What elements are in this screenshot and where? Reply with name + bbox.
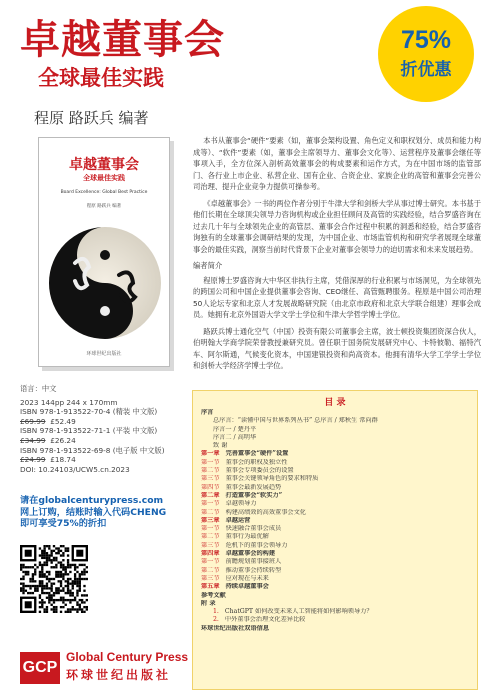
- toc-item-text: 董事会的职权及独立性: [225, 458, 288, 466]
- toc-item-number: 第二节: [201, 467, 220, 475]
- book-cover-title: 卓越董事会: [69, 157, 139, 173]
- toc-item-number: 第二节: [201, 508, 220, 516]
- discount-percent: 75%: [400, 26, 452, 54]
- publisher-name-chinese: 环球世纪出版社: [66, 668, 172, 682]
- doi-line: DOI: 10.24103/UCW5.cn.2023: [20, 464, 130, 474]
- promo-url-link[interactable]: 请在globalcenturypress.com: [20, 495, 164, 506]
- yin-yang-art-icon: [45, 223, 165, 343]
- toc-item-text: 致 谢: [213, 442, 228, 450]
- toc-item: [201, 525, 473, 533]
- toc-item: [201, 442, 473, 450]
- new-price: £18.74: [50, 455, 76, 465]
- toc-item-number: 第一章: [201, 450, 220, 458]
- toc-item-text: 卓越领导力: [225, 500, 257, 508]
- toc-item: [201, 450, 473, 458]
- toc-item-text: 序言二 / 高明华: [213, 433, 257, 441]
- toc-item-number: 第三节: [201, 475, 220, 483]
- toc-item-text: 总序言：“读懂中国与世界系列丛书” 总序言 / 郑秋生 常向群: [213, 417, 378, 425]
- toc-item: [201, 558, 473, 566]
- discount-badge: [378, 6, 474, 102]
- toc-item-text: 董事行为最优解: [225, 533, 269, 541]
- format-line: 2023 144pp 244 x 170mm: [20, 397, 118, 407]
- toc-item-number: 第一节: [201, 500, 220, 508]
- toc-item-number: 第三章: [201, 516, 220, 524]
- book-info: [20, 384, 180, 474]
- toc-title: 目 录: [324, 398, 346, 408]
- toc-item-text: 附 录: [201, 599, 216, 607]
- toc-item: [201, 409, 473, 417]
- toc-item-text: 应对现在与未来: [225, 574, 269, 582]
- toc-item-number: 第二节: [201, 533, 220, 541]
- toc-item-text: 快速融合董事会成员: [225, 525, 282, 533]
- toc-item-text: 董事会关键领导角色的要求和特质: [225, 475, 319, 483]
- toc-item: [201, 467, 473, 475]
- toc-item-number: 第三节: [201, 574, 220, 582]
- toc-item: [201, 434, 473, 442]
- toc-item-number: 第一节: [201, 458, 220, 466]
- toc-item: [201, 533, 473, 541]
- new-price: £52.49: [50, 416, 76, 426]
- new-price: £26.24: [50, 435, 76, 445]
- toc-item-number: 第二节: [201, 566, 220, 574]
- toc-item: [201, 417, 473, 425]
- publisher-logo-mark: GCP: [20, 652, 60, 684]
- publisher-name-english: Global Century Press: [66, 650, 189, 664]
- toc-item: [201, 608, 473, 616]
- toc-item-text: 董事会专项委员会的设置: [225, 467, 294, 475]
- toc-item: [201, 550, 473, 558]
- toc-item: [201, 583, 473, 591]
- toc-item-number: 第五章: [201, 583, 220, 591]
- book-cover-authors: 程原 路跃兵 编著: [86, 204, 122, 209]
- toc-item: [201, 500, 473, 508]
- qr-code-icon[interactable]: [20, 545, 88, 613]
- toc-item-number: 第三节: [201, 541, 220, 549]
- toc-item: [201, 492, 473, 500]
- table-of-contents: [192, 390, 478, 690]
- toc-item-text: 推动董事会持续转型: [225, 566, 282, 574]
- toc-item: [201, 625, 473, 633]
- toc-item-number: 第二章: [201, 491, 220, 499]
- toc-item-text: 序言一 / 楚丹平: [213, 425, 257, 433]
- toc-item: [201, 567, 473, 575]
- isbn-line: ISBN 978-1-913522-69-8 (电子版 中文版): [20, 445, 165, 455]
- toc-item: [201, 517, 473, 525]
- old-price: £69.99: [20, 416, 46, 426]
- toc-item-text: 卓越董事会的构建: [225, 550, 276, 558]
- toc-item-number: 1.: [213, 608, 219, 616]
- toc-item: [201, 459, 473, 467]
- toc-item: [201, 575, 473, 583]
- author-bio: 程原博士罗盛咨询大中华区非执行主席，凭借深厚的行业积累与市场洞见，为全球领先的跨国公司和中国企业提供董事会咨询、CEO继任、高管甄聘服务。程原是中国公司治理50人论坛专家和北京人才发展战略研究院（由北京市政府和北京大学联合组建）理事会成员。她拥有北京外国语大学文学士学位和牛津大学哲学博士学位。: [193, 275, 481, 319]
- toc-item: [201, 509, 473, 517]
- toc-item-text: 危机下的董事会领导力: [225, 541, 288, 549]
- book-cover-subtitle: 全球最佳实践: [83, 174, 125, 182]
- book-cover-publisher: 环球世纪出版社: [86, 351, 122, 357]
- book-cover-english-title: Board Excellence: Global Best Practice: [60, 190, 148, 195]
- toc-item-number: 第一节: [201, 525, 220, 533]
- description-paragraph: 本书从董事会“硬件”要素（如，董事会架构设置、角色定义和职权划分、成员和能力构成等）、“软件”要素（如，董事会主席领导力、董事会文化等）、运营程序及董事会继任等事项入手，全方位深入剖析高效董事会的构成要素和运作方式，为在中国市场的监管部门、各行业上市企业、私营企业、国有企业、合资企业、家族企业的高管和董事会完善公司治理、提升企业竞争力提供可操参考。: [193, 136, 481, 191]
- toc-item-text: 环球世纪出版社双语信息: [201, 624, 270, 632]
- old-price: £34.99: [20, 435, 46, 445]
- promo-block: [20, 495, 185, 530]
- toc-item-number: 第四章: [201, 550, 220, 558]
- promo-discount-line: 即可享受75%的折扣: [20, 518, 107, 529]
- toc-item: [201, 426, 473, 434]
- toc-item-text: 卓越运营: [225, 516, 251, 524]
- promo-code-line: 网上订购，结账时输入代码CHENG: [20, 506, 167, 518]
- toc-item-number: 2.: [213, 616, 219, 624]
- toc-item-number: 第一节: [201, 558, 220, 566]
- book-description: [193, 135, 481, 377]
- toc-item-text: ChatGPT 如何改变未来人工智能将如何影响领导力？: [224, 608, 373, 616]
- toc-item-text: 持续卓越董事会: [225, 583, 269, 591]
- language-line: 语言：中文: [20, 384, 57, 393]
- isbn-line: ISBN 978-1-913522-70-4 (精装 中文版): [20, 407, 158, 417]
- authors-line: 程原 路跃兵 编著: [34, 109, 149, 127]
- toc-item: [201, 616, 473, 624]
- old-price: £24.99: [20, 455, 46, 465]
- author-bio: 路跃兵博士通化空气（中国）投资有限公司董事会主席，波士顿投资集团资深合伙人，伯明翰大学商学院荣誉教授兼研究员。曾任职于国务院发展研究中心、卡特彼勒、福特汽车、阿尔斯通，气候变化资本，中国建银投资和尚高资本。他拥有清华大学工学学士学位和剑桥大学经济学博士学位。: [193, 326, 481, 370]
- toc-item-text: 前瞻规划董事接班人: [225, 558, 282, 566]
- toc-item-text: 构建高绩效的高效董事会文化: [225, 508, 306, 516]
- price-line: [20, 436, 180, 446]
- page-subtitle: 全球最佳实践: [38, 66, 164, 90]
- toc-item-text: 中外董事会治理文化差异比较: [224, 616, 306, 624]
- price-line: [20, 455, 180, 465]
- author-heading: 编者简介: [193, 261, 223, 270]
- price-line: [20, 417, 180, 427]
- book-cover: [38, 137, 170, 367]
- discount-label: 折优惠: [400, 60, 452, 80]
- toc-item: [201, 542, 473, 550]
- toc-item-text: 序言: [201, 409, 214, 416]
- toc-item-number: 第四节: [201, 483, 220, 491]
- toc-item: [201, 600, 473, 608]
- toc-item: [201, 592, 473, 600]
- toc-item-text: 打造董事会“软实力”: [225, 491, 283, 499]
- toc-item-text: 完善董事会“硬件”设置: [225, 450, 289, 458]
- toc-list: [201, 409, 473, 633]
- description-paragraph: 《卓越董事会》一书的两位作者分别于牛津大学和剑桥大学从事过博士研究。本书基于他们长期在全球顶尖领导力咨询机构或企业担任顾问及高管的实践经验，结合罗盛咨询在过去几十年与全球领先企业的高管层、董事会合作过程中积累的洞悉和经验，结合罗盛咨询独有的全球董事会调研结果的发现，为中国企业、市场监管机构和研究学者展现全球董事会的最佳实践，洞察当前时代背景下企业对董事会领导力的迫切需求和未来发展趋势。: [193, 198, 481, 254]
- toc-item: [201, 484, 473, 492]
- page-title: 卓越董事会: [20, 16, 225, 63]
- isbn-line: ISBN 978-1-913522-71-1 (平装 中文版): [20, 426, 158, 436]
- toc-item-text: 参考文献: [201, 591, 226, 599]
- toc-item: [201, 475, 473, 483]
- toc-item-text: 董事会最新发展趋势: [225, 483, 282, 491]
